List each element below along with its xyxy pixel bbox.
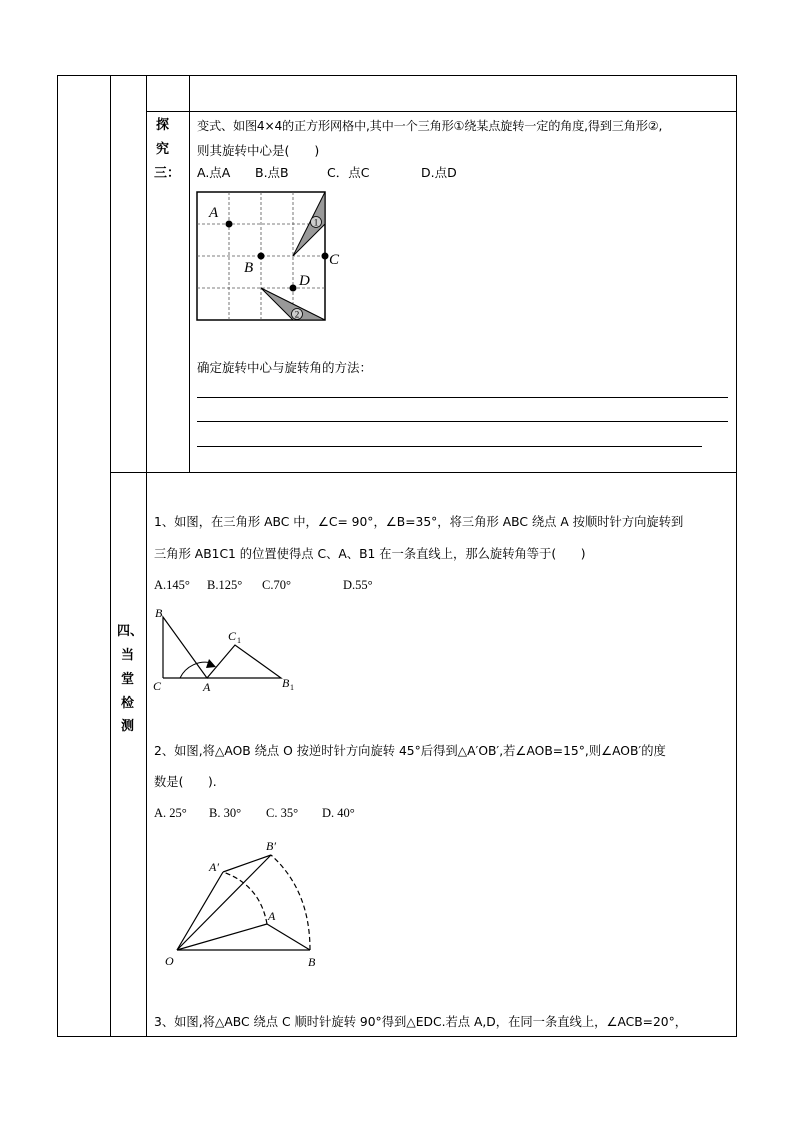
q2-figure bbox=[160, 835, 330, 970]
q1-label-b: B bbox=[155, 606, 163, 620]
triangle-1-label: 1 bbox=[313, 217, 319, 228]
section4-label-char: 检 bbox=[121, 696, 135, 711]
column-divider-1 bbox=[110, 75, 111, 1037]
point-b bbox=[258, 253, 265, 260]
q1-label-b1: B bbox=[282, 676, 290, 690]
label-a: A bbox=[209, 205, 219, 221]
q2-arc-a bbox=[223, 872, 267, 924]
q1-line1: 1、如图，在三角形 ABC 中，∠C= 90°，∠B=35°，将三角形 ABC 绕点 A 按顺时针方向旋转到 bbox=[154, 515, 684, 529]
q1-option-c: C.70° bbox=[262, 578, 291, 592]
section4-label-char: 测 bbox=[121, 719, 135, 734]
q2-arc-b bbox=[271, 855, 310, 950]
table-border-left bbox=[57, 75, 58, 1037]
section3-label-char: 究 bbox=[156, 142, 170, 157]
q1-label-c1: C bbox=[228, 629, 237, 643]
label-d: D bbox=[299, 273, 310, 289]
q1-arrow-head bbox=[206, 659, 216, 668]
q2-label-b: B bbox=[308, 955, 316, 969]
row-divider-2 bbox=[110, 472, 737, 473]
q1-label-c: C bbox=[153, 679, 162, 693]
answer-line-2 bbox=[197, 421, 728, 422]
table-border-right bbox=[736, 75, 737, 1037]
q2-label-o: O bbox=[165, 954, 174, 968]
q2-segment-a-prime-b-prime bbox=[223, 855, 271, 872]
triangle-2-label: 2 bbox=[294, 309, 300, 320]
q2-line1: 2、如图,将△AOB 绕点 O 按逆时针方向旋转 45°后得到△A′OB′,若∠AOB=15°,则∠AOB′的度 bbox=[154, 744, 666, 758]
q1-label-a: A bbox=[203, 680, 211, 694]
section3-problem-line1: 变式、如图4×4的正方形网格中,其中一个三角形①绕某点旋转一定的角度,得到三角形②, bbox=[197, 119, 663, 133]
label-c: C bbox=[329, 252, 340, 268]
answer-line-3 bbox=[197, 446, 702, 447]
column-divider-2 bbox=[146, 75, 147, 1037]
q1-line2: 三角形 AB1C1 的位置使得点 C、A、B1 在一条直线上，那么旋转角等于( ) bbox=[154, 547, 586, 561]
section4-label-char: 当 bbox=[121, 648, 135, 663]
grid-rotation-figure bbox=[195, 190, 340, 330]
section3-option-a: A.点A bbox=[197, 165, 231, 180]
q1-label-c1-sub: 1 bbox=[237, 636, 241, 645]
q2-option-d: D. 40° bbox=[322, 806, 355, 820]
q1-figure bbox=[150, 605, 310, 695]
q2-label-a-prime: A′ bbox=[209, 860, 219, 874]
label-b: B bbox=[244, 260, 254, 276]
q1-option-a: A.145° bbox=[154, 578, 190, 592]
q2-segment-ob-prime bbox=[177, 855, 271, 950]
method-prompt: 确定旋转中心与旋转角的方法： bbox=[197, 360, 373, 375]
section3-option-b: B.点B bbox=[255, 165, 289, 180]
section3-label-char: 三： bbox=[154, 166, 181, 181]
table-border-top bbox=[57, 75, 737, 76]
q3-line1: 3、如图,将△ABC 绕点 C 顺时针旋转 90°得到△EDC.若点 A,D，在同一条直线上，∠ACB=20°， bbox=[154, 1015, 688, 1029]
point-c bbox=[322, 253, 329, 260]
q1-option-d: D.55° bbox=[343, 578, 373, 592]
q1-label-b1-sub: 1 bbox=[290, 683, 294, 692]
section3-problem-line2: 则其旋转中心是( ) bbox=[197, 143, 320, 158]
q1-option-b: B.125° bbox=[207, 578, 243, 592]
q2-option-a: A. 25° bbox=[154, 806, 187, 820]
section3-label-char: 探 bbox=[156, 118, 170, 133]
q2-line2: 数是( ). bbox=[154, 775, 217, 789]
q1-triangle-ab1c1 bbox=[207, 645, 281, 678]
point-d bbox=[290, 285, 297, 292]
q2-option-b: B. 30° bbox=[209, 806, 242, 820]
q2-segment-ab bbox=[267, 924, 310, 950]
section4-label-char: 四、 bbox=[117, 624, 144, 639]
q2-option-c: C. 35° bbox=[266, 806, 299, 820]
q1-triangle-abc bbox=[163, 617, 207, 678]
row-divider-1 bbox=[146, 111, 737, 112]
point-a bbox=[226, 221, 233, 228]
section4-label-char: 堂 bbox=[121, 672, 135, 687]
table-border-bottom bbox=[57, 1036, 737, 1037]
section3-option-c: C．点C bbox=[327, 165, 370, 180]
column-divider-3 bbox=[189, 75, 190, 472]
answer-line-1 bbox=[197, 397, 728, 398]
q2-label-a: A bbox=[268, 909, 276, 923]
section3-option-d: D.点D bbox=[421, 165, 457, 180]
q2-label-b-prime: B′ bbox=[266, 839, 276, 853]
